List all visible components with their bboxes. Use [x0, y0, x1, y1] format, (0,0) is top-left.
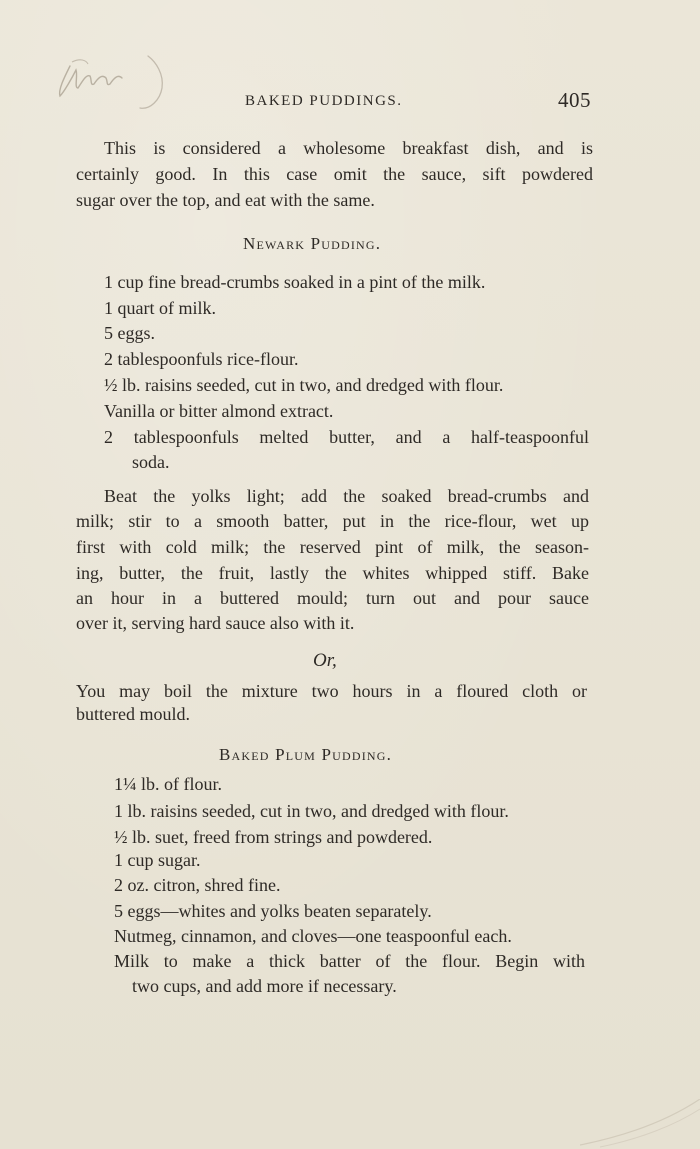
method-line: ing, butter, the fruit, lastly the whites whipped stiff. Bake [76, 563, 589, 583]
ingredient-item: 1¼ lb. of flour. [114, 774, 222, 794]
ingredient-item-continued: two cups, and add more if necessary. [132, 976, 397, 996]
ingredient-item: Nutmeg, cinnamon, and cloves—one teaspoonful each. [114, 926, 512, 946]
running-head: BAKED PUDDINGS. [245, 93, 403, 109]
page-number: 405 [558, 88, 591, 112]
section-heading-plum: Baked Plum Pudding. [219, 745, 393, 764]
method-line: over it, serving hard sauce also with it. [76, 613, 355, 633]
ingredient-item: ½ lb. raisins seeded, cut in two, and dredged with flour. [104, 375, 504, 395]
intro-line: certainly good. In this case omit the sauce, sift powdered [76, 164, 593, 184]
pencil-annotation [52, 48, 192, 118]
method-line: an hour in a buttered mould; turn out and pour sauce [76, 588, 589, 608]
ingredient-item: 1 cup fine bread-crumbs soaked in a pint of the milk. [104, 272, 486, 292]
ingredient-item: Vanilla or bitter almond extract. [104, 401, 334, 421]
ingredient-item: 2 tablespoonfuls rice-flour. [104, 349, 299, 369]
or-label: Or, [313, 650, 337, 671]
section-heading-newark: Newark Pudding. [243, 234, 382, 253]
alternative-line: buttered mould. [76, 704, 190, 724]
alternative-line: You may boil the mixture two hours in a floured cloth or [76, 681, 587, 701]
intro-line: This is considered a wholesome breakfast dish, and is [104, 138, 593, 158]
ingredient-item: 1 cup sugar. [114, 850, 201, 870]
method-line: Beat the yolks light; add the soaked bread-crumbs and [104, 486, 589, 506]
method-line: first with cold milk; the reserved pint of milk, the season- [76, 537, 589, 557]
ingredient-item: 1 lb. raisins seeded, cut in two, and dredged with flour. [114, 801, 509, 821]
ingredient-item: 1 quart of milk. [104, 298, 216, 318]
ingredient-item: ½ lb. suet, freed from strings and powdered. [114, 827, 433, 847]
ingredient-item: 5 eggs—whites and yolks beaten separately. [114, 901, 432, 921]
ingredient-item: Milk to make a thick batter of the flour. Begin with [114, 951, 585, 971]
ingredient-item-continued: soda. [132, 452, 170, 472]
ingredient-item: 2 oz. citron, shred fine. [114, 875, 281, 895]
intro-line: sugar over the top, and eat with the same. [76, 190, 375, 210]
ingredient-item: 2 tablespoonfuls melted butter, and a half-teaspoonful [104, 427, 589, 447]
ingredient-item: 5 eggs. [104, 323, 155, 343]
method-line: milk; stir to a smooth batter, put in the rice-flour, wet up [76, 511, 589, 531]
page-corner-curl [580, 1099, 700, 1149]
